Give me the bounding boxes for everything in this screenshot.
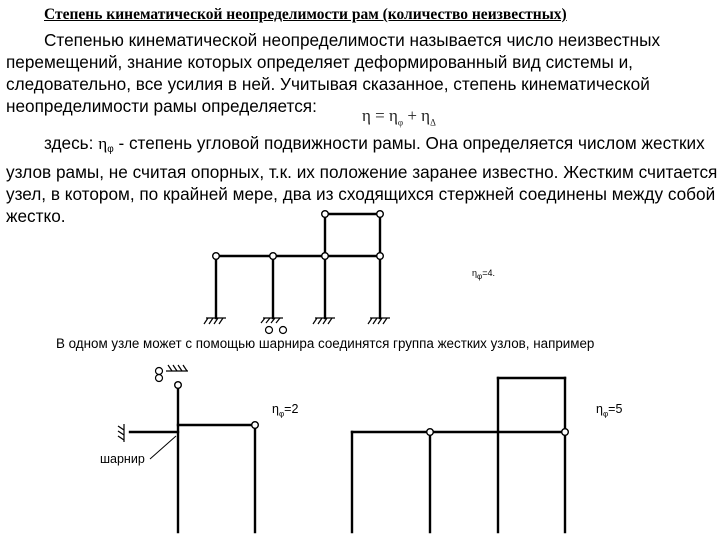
formula-term2-sub: Δ <box>430 117 436 128</box>
note-frame3-value: =5 <box>608 402 623 416</box>
hinge-node <box>427 429 434 436</box>
formula-lhs: η <box>362 106 371 125</box>
fixed-support-side <box>118 424 124 442</box>
hinge-node <box>252 422 259 429</box>
frame-diagram-2 <box>130 385 255 532</box>
hinge-leader-line <box>150 436 176 459</box>
paragraph-explanation-eta-sub: φ <box>107 144 114 155</box>
hinge-node <box>377 253 384 260</box>
formula-eq: = <box>370 106 389 125</box>
paragraph-explanation-eta: η <box>98 134 108 153</box>
hinge-node <box>213 253 220 260</box>
hinge-node <box>175 382 182 389</box>
note-frame1-value: =4. <box>482 268 495 278</box>
hinge-node <box>270 253 277 260</box>
frame-diagram-1 <box>216 214 380 318</box>
formula-term2: η <box>421 106 431 125</box>
formula-term1: η <box>388 106 398 125</box>
caption: В одном узле может с помощью шарнира соединятся группа жестких узлов, например <box>56 336 595 351</box>
paragraph-explanation-lead: здесь: <box>44 133 99 153</box>
note-frame3-eta: η <box>596 402 603 416</box>
page-title: Степень кинематической неопределимости рам (количество неизвестных) <box>44 6 567 23</box>
note-frame2-value: =2 <box>284 402 299 416</box>
note-frame2-eta: η <box>272 402 279 416</box>
formula-term1-sub: φ <box>397 117 404 128</box>
fixed-support-top <box>156 365 189 382</box>
roller-support <box>261 318 287 334</box>
hinge-label: шарнир <box>100 452 145 466</box>
paragraph-explanation-text: - степень угловой подвижности рамы. Она определяется числом жестких узлов рамы, не считая опорных, т.к. их положение заранее известно. Жестким считается узел, в котором, по крайней мере, два из сходящихся стержней соединены между собой жестко. <box>6 133 718 226</box>
frame-diagram-3 <box>352 378 565 532</box>
note-frame1-eta: η <box>472 268 478 278</box>
hinge-node <box>322 253 329 260</box>
hinge-node <box>562 429 569 436</box>
note-frame1-sub: φ <box>477 271 483 281</box>
formula-plus: + <box>403 106 422 125</box>
hinge-node <box>377 211 384 218</box>
note-frame3-sub: φ <box>602 409 609 419</box>
paragraph-definition-text: Степенью кинематической неопределимости называется число неизвестных перемещений, знание которых определяет деформированный вид системы и, следовательно, все усилия в ней. Учитывая сказанное, степень кинематической неопределимости рамы определяется: <box>6 30 661 116</box>
hinge-node <box>322 211 329 218</box>
note-frame2-sub: φ <box>278 409 285 419</box>
